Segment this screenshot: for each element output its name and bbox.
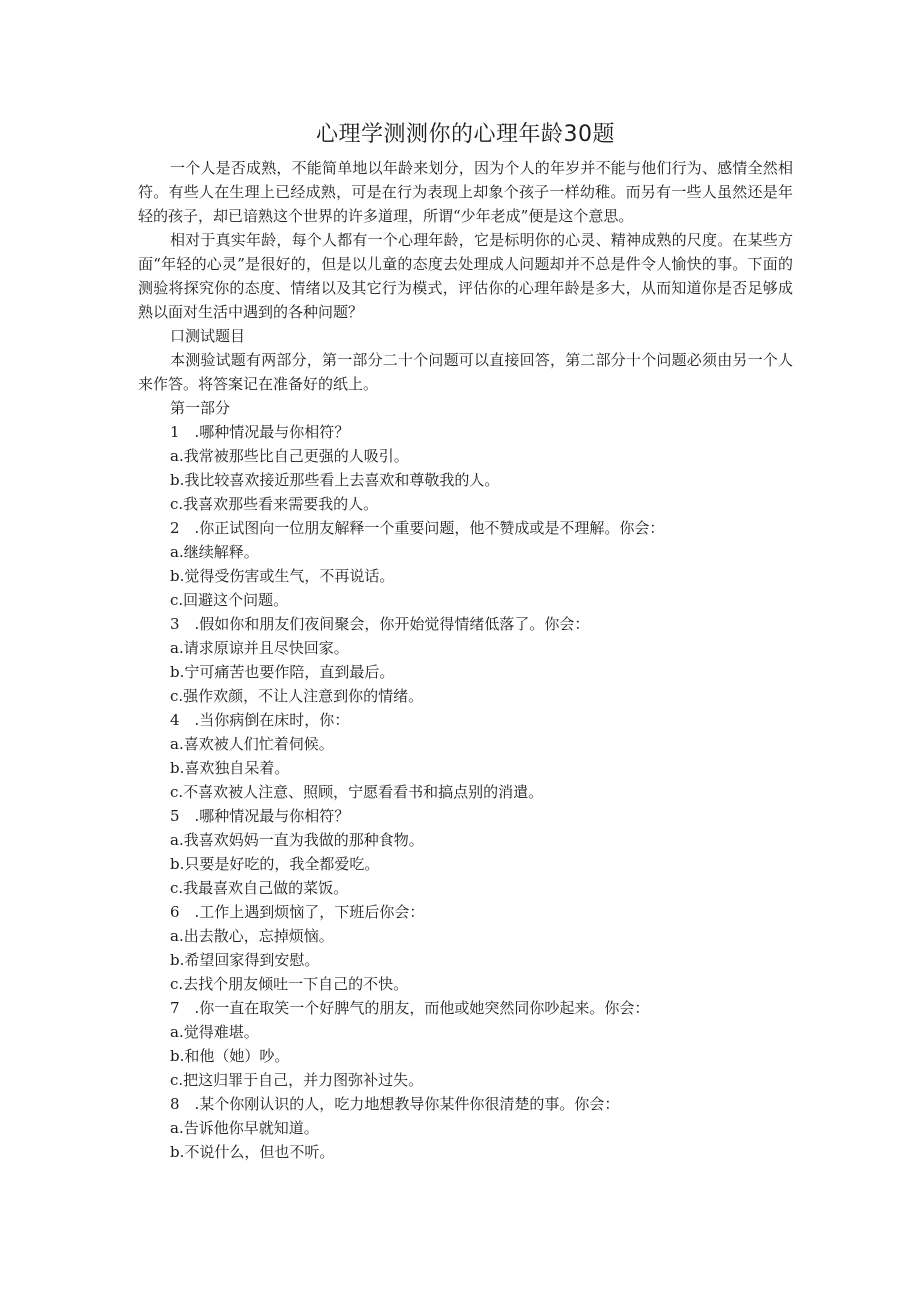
- document-title: 心理学测测你的心理年龄30题: [316, 122, 615, 147]
- section-heading: 口测试题目: [170, 327, 246, 345]
- question-5-option-c: c.我最喜欢自己做的菜饭。: [170, 879, 349, 897]
- document-page: [138, 120, 793, 1164]
- question-2: 2 .你正试图向一位朋友解释一个重要问题，他不赞成或是不理解。你会：: [170, 519, 665, 537]
- instructions-paragraph: 本测验试题有两部分，第一部分二十个问题可以直接回答，第二部分十个问题必须由另一个人来作答。将答案记在准备好的纸上。: [138, 351, 793, 393]
- question-8: 8 .某个你刚认识的人，吃力地想教导你某件你很清楚的事。你会：: [170, 1095, 620, 1113]
- question-7-option-b: b.和他（她）吵。: [170, 1047, 290, 1065]
- question-list: [138, 420, 793, 1164]
- question-2-option-c: c.回避这个问题。: [170, 591, 289, 609]
- question-7-option-c: c.把这归罪于自己，并力图弥补过失。: [170, 1071, 424, 1089]
- question-3: 3 .假如你和朋友们夜间聚会，你开始觉得情绪低落了。你会：: [170, 615, 590, 633]
- question-6-option-b: b.希望回家得到安慰。: [170, 951, 320, 969]
- question-8-option-b: b.不说什么，但也不听。: [170, 1143, 335, 1161]
- intro-paragraph-2: 相对于真实年龄，每个人都有一个心理年龄，它是标明你的心灵、精神成熟的尺度。在某些方面“年轻的心灵”是很好的，但是以儿童的态度去处理成人问题却并不总是件令人愉快的事。下面的测验将探究你的态度、情绪以及其它行为模式，评估你的心理年龄是多大，从而知道你是否足够成熟以面对生活中遇到的各种问题？: [138, 231, 793, 321]
- question-7-option-a: a.觉得难堪。: [170, 1023, 259, 1041]
- question-6-option-a: a.出去散心，忘掉烦恼。: [170, 927, 334, 945]
- question-3-option-a: a.请求原谅并且尽快回家。: [170, 639, 349, 657]
- question-6: 6 .工作上遇到烦恼了，下班后你会：: [170, 903, 425, 921]
- question-8-option-a: a.告诉他你早就知道。: [170, 1119, 319, 1137]
- question-1-option-c: c.我喜欢那些看来需要我的人。: [170, 495, 379, 513]
- question-1-option-b: b.我比较喜欢接近那些看上去喜欢和尊敬我的人。: [170, 471, 500, 489]
- question-4-option-b: b.喜欢独自呆着。: [170, 759, 290, 777]
- question-6-option-c: c.去找个朋友倾吐一下自己的不快。: [170, 975, 409, 993]
- question-4: 4 .当你病倒在床时，你：: [170, 711, 350, 729]
- question-1-option-a: a.我常被那些比自己更强的人吸引。: [170, 447, 409, 465]
- part-heading: 第一部分: [170, 399, 231, 417]
- question-7: 7 .你一直在取笑一个好脾气的朋友，而他或她突然同你吵起来。你会：: [170, 999, 650, 1017]
- question-5-option-b: b.只要是好吃的，我全都爱吃。: [170, 855, 380, 873]
- question-4-option-a: a.喜欢被人们忙着伺候。: [170, 735, 334, 753]
- question-2-option-b: b.觉得受伤害或生气，不再说话。: [170, 567, 395, 585]
- intro-paragraph-1: 一个人是否成熟，不能简单地以年龄来划分，因为个人的年岁并不能与他们行为、感情全然相符。有些人在生理上已经成熟，可是在行为表现上却象个孩子一样幼稚。而另有一些人虽然还是年轻的孩子，却已谙熟这个世界的许多道理，所谓“少年老成”便是这个意思。: [138, 159, 793, 225]
- question-3-option-b: b.宁可痛苦也要作陪，直到最后。: [170, 663, 395, 681]
- question-5-option-a: a.我喜欢妈妈一直为我做的那种食物。: [170, 831, 424, 849]
- question-4-option-c: c.不喜欢被人注意、照顾，宁愿看看书和搞点别的消遣。: [170, 783, 544, 801]
- question-5: 5 .哪种情况最与你相符？: [170, 807, 350, 825]
- question-3-option-c: c.强作欢颜，不让人注意到你的情绪。: [170, 687, 424, 705]
- question-2-option-a: a.继续解释。: [170, 543, 259, 561]
- question-1: 1 .哪种情况最与你相符？: [170, 423, 350, 441]
